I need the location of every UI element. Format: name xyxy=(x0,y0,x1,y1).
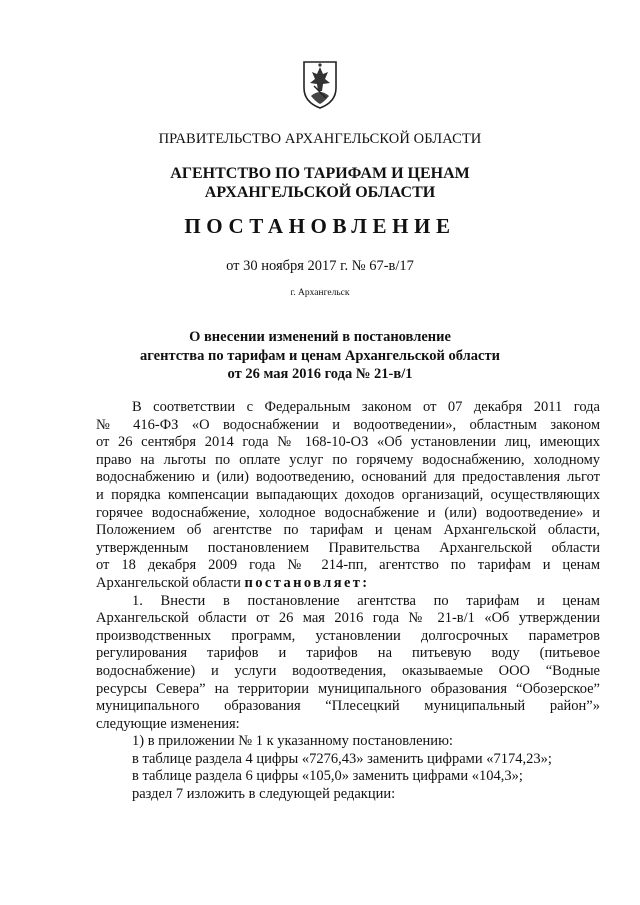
change-line: в таблице раздела 4 цифры «7276,43» заменить цифрами «7174,23»; xyxy=(132,750,552,767)
government-name: ПРАВИТЕЛЬСТВО АРХАНГЕЛЬСКОЙ ОБЛАСТИ xyxy=(158,131,482,147)
item-1-line: производственных программ, установлении долгосрочных параметров xyxy=(96,627,600,644)
preamble-line: право на льготы по оплате услуг по горячему водоснабжению, холодному xyxy=(96,451,600,468)
preamble-line: утвержденным постановлением Правительства Архангельской области xyxy=(96,539,600,556)
change-line: 1) в приложении № 1 к указанному постановлению: xyxy=(132,733,453,750)
item-1-line: следующие изменения: xyxy=(96,715,240,732)
preamble-line: от 18 декабря 2009 года № 214-пп, агентство по тарифам и ценам xyxy=(96,557,600,574)
item-1-line: регулирования тарифов и тарифов на питьевую воду (питьевое xyxy=(96,645,600,662)
agency-line-2: АРХАНГЕЛЬСКОЙ ОБЛАСТИ xyxy=(204,184,436,201)
item-1-line: 1. Внести в постановление агентства по тарифам и ценам xyxy=(132,592,600,609)
item-1-line: ресурсы Севера” на территории муниципального образования “Обозерское” xyxy=(96,680,600,697)
preamble-last-line xyxy=(96,575,600,593)
preamble-line: № 416-ФЗ «О водоснабжении и водоотведении», областным законом xyxy=(96,416,600,433)
agency-name xyxy=(0,164,640,202)
change-line: в таблице раздела 6 цифры «105,0» заменить цифрами «104,3»; xyxy=(132,768,523,785)
preamble-line: горячее водоснабжение, холодное водоснабжение и (или) водоотведение» и xyxy=(96,504,600,521)
agency-line-1: АГЕНТСТВО ПО ТАРИФАМ И ЦЕНАМ xyxy=(170,165,470,182)
coat-of-arms-icon xyxy=(300,58,340,110)
title-line-3: от 26 мая 2016 года № 21-в/1 xyxy=(227,366,413,382)
title-line-1: О внесении изменений в постановление xyxy=(189,329,451,345)
preamble-line: от 26 сентября 2014 года № 168-10-ОЗ «Об установлении лиц, имеющих xyxy=(96,434,600,451)
item-1-line: муниципального образования “Плесецкий муниципальный район”» xyxy=(96,698,600,715)
document-body xyxy=(96,399,600,804)
preamble-line: Положением об агентстве по тарифам и ценам Архангельской области, xyxy=(96,522,600,539)
preamble-line: и порядка компенсации выпадающих доходов организаций, осуществляющих xyxy=(96,486,600,503)
resolves-word: постановляет: xyxy=(244,574,370,591)
preamble-last-text: Архангельской области xyxy=(96,574,245,591)
document-title xyxy=(0,328,640,384)
preamble-line: водоснабжению и (или) водоотведению, оснований для предоставления льгот xyxy=(96,469,600,486)
change-line: раздел 7 изложить в следующей редакции: xyxy=(132,786,396,803)
document-type: ПОСТАНОВЛЕНИЕ xyxy=(184,214,456,238)
item-1-line: водоснабжение) и услуги водоотведения, оказываемые ООО “Водные xyxy=(96,662,600,679)
preamble-line: В соответствии с Федеральным законом от 07 декабря 2011 года xyxy=(132,399,600,415)
item-1-line: Архангельской области от 26 мая 2016 года № 21-в/1 «Об утверждении xyxy=(96,610,600,627)
title-line-2: агентства по тарифам и ценам Архангельской области xyxy=(140,347,500,364)
document-date-number: от 30 ноября 2017 г. № 67-в/17 xyxy=(226,258,414,274)
document-city: г. Архангельск xyxy=(290,288,350,298)
